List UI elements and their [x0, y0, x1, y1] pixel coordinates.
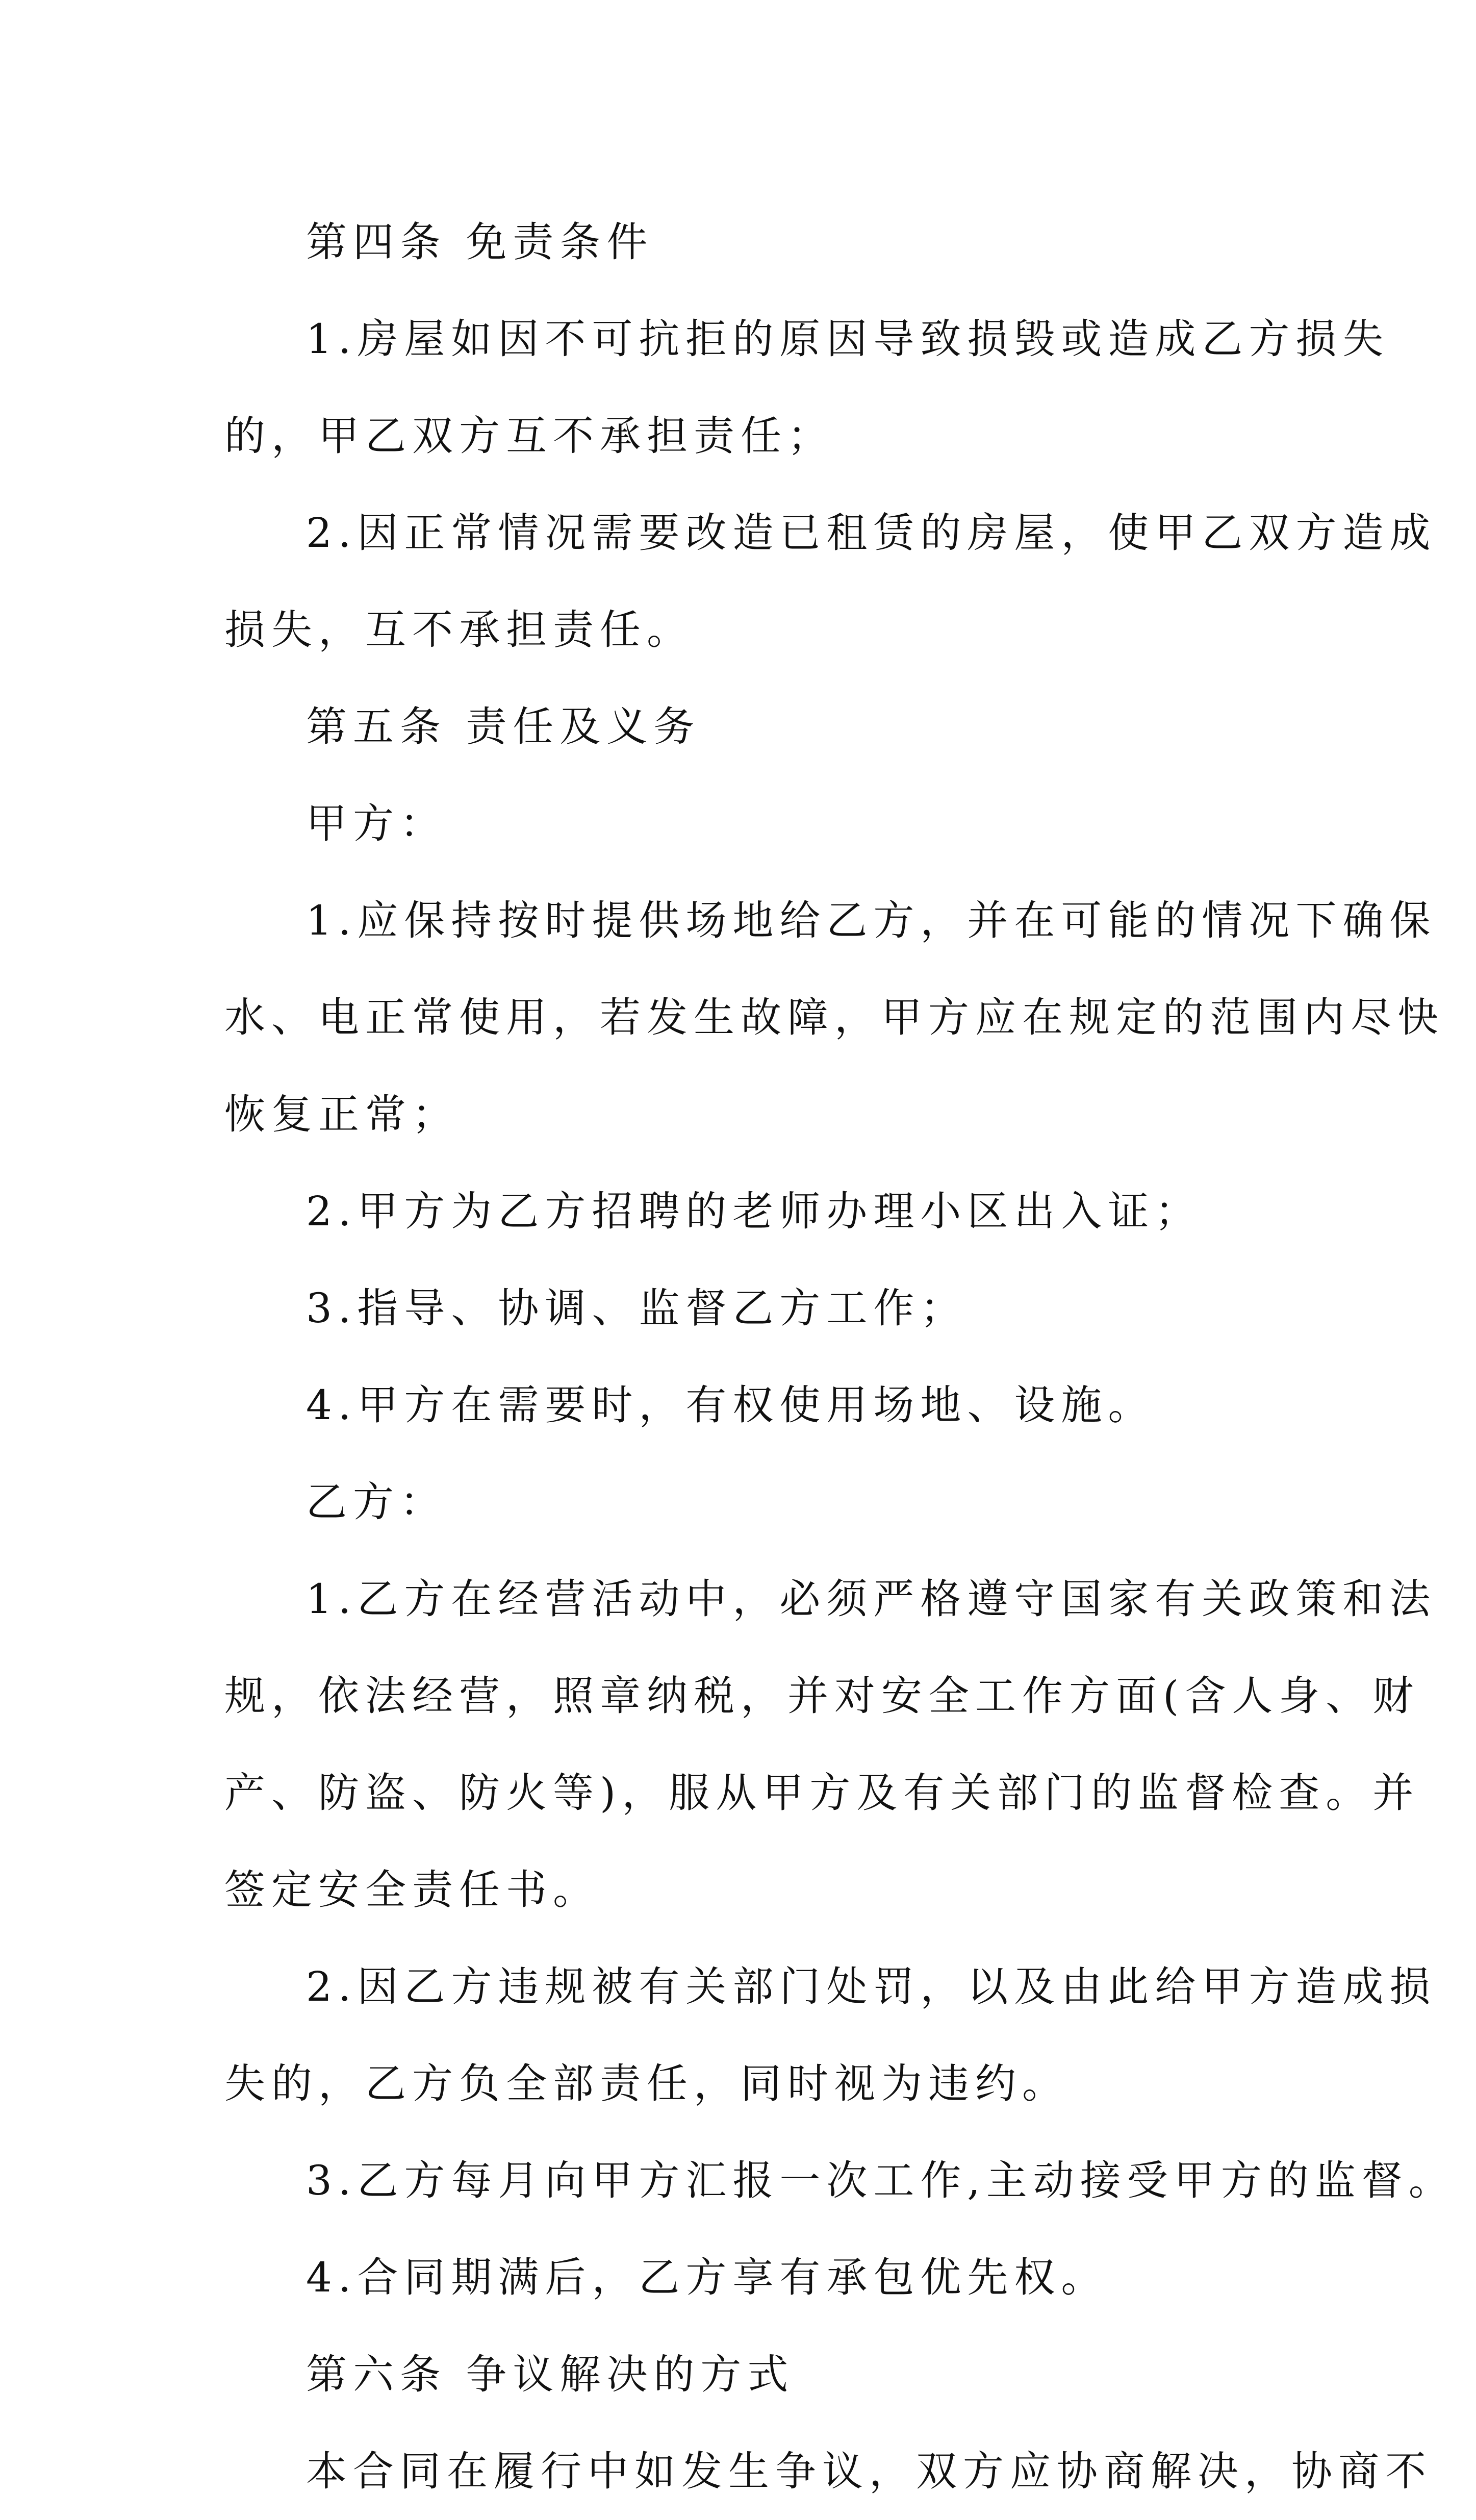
party-b-heading: 乙方： [306, 1478, 447, 1526]
text-line: 2.因正常情况需要改造已租赁的房屋，使甲乙双方造成 [306, 509, 1437, 557]
text-line: 损失，互不承担责任。 [224, 606, 694, 653]
text-line: 规，依法经营，照章纳税，并对安全工作方面(含人身、财 [224, 1672, 1420, 1720]
text-line: 1.乙方在经营活动中，必须严格遵守国家有关政策和法 [306, 1575, 1437, 1623]
section-heading-5: 第五条 责任及义务 [306, 703, 701, 750]
text-line: 本合同在履行中如发生争议，双方应协商解决，协商不 [306, 2448, 1432, 2495]
text-line: 的，甲乙双方互不承担责任； [224, 412, 834, 460]
text-line: 签定安全责任书。 [224, 1866, 600, 1913]
text-line: 3.乙方每月向甲方汇报一次工作,主动接受甲方的监督。 [306, 2157, 1456, 2204]
text-line: 1.房屋如因不可抗拒的原因导致损毁或造成乙方损失 [306, 315, 1390, 363]
document-body [224, 194, 1456, 2520]
party-a-heading: 甲方： [306, 800, 447, 847]
text-line: 水、电正常使用，若发生故障，甲方应在规定的范围内尽快 [224, 994, 1444, 1041]
text-line: 3.指导、协调、监督乙方工作； [306, 1284, 968, 1332]
text-line: 恢复正常； [224, 1091, 459, 1138]
section-heading-4: 第四条 免责条件 [306, 218, 654, 266]
section-heading-6: 第六条 争议解决的方式 [306, 2351, 795, 2398]
text-line: 失的，乙方负全部责任，同时视为违约。 [224, 2060, 1069, 2107]
text-line: 2.因乙方违规被有关部门处罚，以及由此给甲方造成损 [306, 1963, 1437, 2010]
text-line: 4.合同期满后，乙方享有承包优先权。 [306, 2254, 1108, 2301]
text-line: 1.应保持按时提供场地给乙方，并在可能的情况下确保 [306, 897, 1437, 944]
text-line: 产、防盗、防火等)，服从甲方及有关部门的监督检查。并 [224, 1769, 1420, 1817]
text-line: 2.甲方为乙方招聘的老师办理小区出入证； [306, 1188, 1202, 1235]
text-line: 4.甲方在需要时，有权使用场地、设施。 [306, 1381, 1155, 1429]
